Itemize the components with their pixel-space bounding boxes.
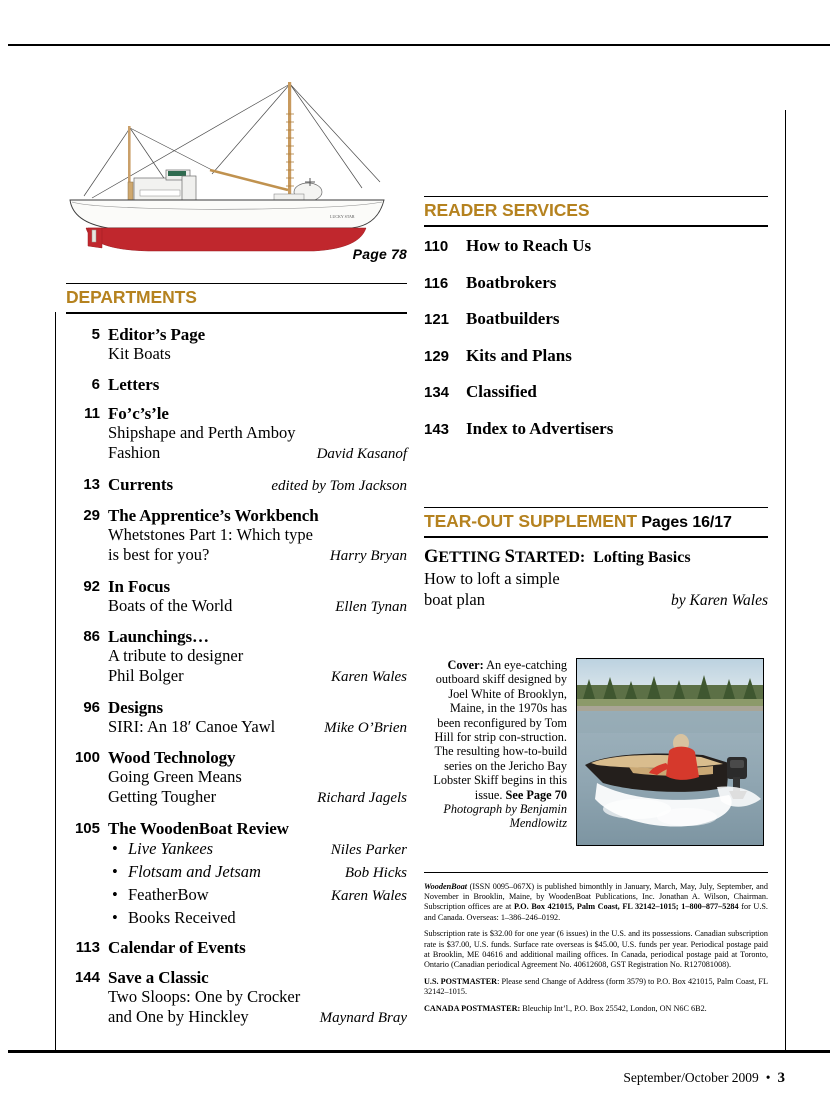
departments-heading: DEPARTMENTS — [66, 287, 197, 307]
department-entry[interactable] — [66, 748, 407, 808]
department-subtitle-row — [108, 717, 407, 738]
department-byline: Maynard Bray — [319, 1009, 407, 1026]
department-byline: Richard Jagels — [317, 790, 407, 806]
department-page-number: 113 — [75, 939, 100, 956]
reader-service-page-number: 134 — [424, 384, 450, 401]
department-byline: edited by Tom Jackson — [271, 477, 407, 494]
department-entry[interactable] — [66, 375, 407, 394]
masthead-paragraph-2: Subscription rate is $32.00 for one year (6 issues) in the U.S. and its possessions. Canadian subscription rate is $37.00, U.S. funds. Surface rate overseas is $45.00, U.S. funds per year. Periodical postage paid at Brooklin, ME 04616 and additional mailing offices. In Canada, periodical postage paid at Toronto, Ontario (Canadian periodical Agreement No. 40612608, GST Registration No. R127081008). — [424, 929, 768, 969]
tear-out-heading — [424, 508, 768, 536]
tear-out-line-2 — [424, 589, 768, 611]
us-postmaster-text: : Please send Change of Address (form 3579) to P.O. Box 421015, Palm Coast, FL 32142–1015. — [424, 976, 768, 996]
department-title: Editor’s Page — [108, 325, 206, 344]
reader-service-item[interactable] — [424, 382, 768, 402]
bottom-rule — [8, 1050, 830, 1053]
canada-postmaster-label: CANADA POSTMASTER: — [424, 1003, 521, 1013]
department-title: The WoodenBoat Review — [108, 818, 289, 838]
reader-service-label: How to Reach Us — [466, 236, 592, 255]
department-page-number: 5 — [91, 326, 100, 343]
department-title: Wood Technology — [108, 748, 236, 767]
department-title: Save a Classic — [108, 967, 209, 987]
tear-out-supplement-section — [424, 507, 768, 611]
department-subtitle: A tribute to designer — [108, 646, 244, 665]
department-entry[interactable] — [66, 968, 407, 1028]
department-subtitle-row — [108, 987, 407, 1007]
department-subtitle: Getting Tougher — [108, 787, 217, 806]
masthead-address: P.O. Box 421015, Palm Coast, FL 32142–1015; 1–800–877–5284 — [513, 902, 739, 912]
masthead-paragraph-4 — [424, 1004, 768, 1014]
department-page-number: 96 — [83, 698, 100, 716]
cover-text: An eye-catching outboard skiff designed by Joel White of Brooklyn, Maine, in the 1970s has been reconfigured by Tom Hill for strip con-struction. The resulting how-to-build series on the Jericho Bay Lobster Skiff begins in this issue. — [433, 658, 567, 802]
reader-service-label: Kits and Plans — [466, 345, 572, 365]
reader-services-section — [424, 196, 768, 455]
masthead-paragraph-3 — [424, 977, 768, 997]
departments-section — [66, 283, 407, 1038]
top-rule — [8, 44, 830, 46]
department-subtitle: Kit Boats — [108, 344, 171, 363]
department-subtitle-row — [108, 767, 407, 787]
department-entry[interactable] — [66, 506, 407, 566]
department-entry-body — [108, 748, 407, 808]
department-byline: Harry Bryan — [329, 548, 407, 564]
department-subtitle-row — [108, 646, 407, 666]
department-subtitle-row — [108, 1007, 407, 1028]
department-entry-body — [108, 819, 407, 928]
reader-service-page-number: 143 — [424, 420, 450, 438]
department-entry[interactable] — [66, 577, 407, 617]
department-subtitle-row — [108, 666, 407, 687]
kicker-cap-g: G — [424, 547, 439, 567]
department-title: Designs — [108, 697, 164, 717]
review-bullet-title: • FeatherBow — [128, 884, 209, 904]
review-bullet-byline: Niles Parker — [330, 841, 407, 858]
department-subtitle: is best for you? — [108, 545, 210, 564]
reader-services-rule-bottom — [424, 225, 768, 227]
department-title: Fo’c’s’le — [108, 404, 169, 423]
department-entry[interactable] — [66, 475, 407, 496]
department-subtitle-row — [108, 344, 407, 364]
kicker-started: TARTED: — [514, 549, 586, 566]
page-footer — [424, 1070, 785, 1087]
department-entry-body — [108, 698, 407, 738]
department-subtitle: Two Sloops: One by Crocker — [108, 986, 301, 1006]
department-subtitle: Fashion — [108, 443, 161, 462]
department-entry-body — [108, 577, 407, 617]
tear-out-line-2-text: boat plan — [424, 590, 485, 609]
tear-out-kicker — [424, 547, 768, 568]
review-bullet-item[interactable] — [108, 838, 407, 861]
reader-service-page-number: 129 — [424, 347, 450, 365]
tear-out-pages: Pages 16/17 — [641, 514, 732, 531]
department-subtitle: Whetstones Part 1: Which type — [108, 525, 313, 544]
department-byline: Karen Wales — [331, 669, 407, 685]
department-entry-body — [108, 475, 407, 496]
department-page-number: 105 — [74, 819, 100, 837]
kicker-title: Lofting Basics — [593, 549, 691, 566]
department-entry[interactable] — [66, 819, 407, 928]
department-page-number: 11 — [84, 405, 100, 422]
review-bullet-item[interactable] — [108, 907, 407, 928]
right-border-rule — [785, 110, 786, 1051]
department-title: Currents — [108, 474, 173, 494]
departments-rule-bottom — [66, 312, 407, 314]
canada-postmaster-text: Bleuchip Int’l., P.O. Box 25542, London, ON N6C 6B2. — [520, 1003, 707, 1013]
department-subtitle: SIRI: An 18′ Canoe Yawl — [108, 716, 276, 736]
review-bullet-byline: Bob Hicks — [344, 864, 407, 881]
department-subtitle: and One by Hinckley — [108, 1006, 249, 1026]
department-subtitle: Boats of the World — [108, 595, 233, 615]
cover-label: Cover: — [447, 658, 484, 672]
masthead-brand: WoodenBoat — [424, 882, 468, 891]
reader-service-page-number: 110 — [424, 238, 449, 255]
footer-issue-date: September/October 2009 — [623, 1070, 759, 1085]
reader-service-page-number: 116 — [424, 274, 449, 292]
cover-block — [424, 658, 768, 846]
review-bullet-list — [108, 838, 407, 928]
department-entry-body — [108, 506, 407, 566]
review-bullet-title: • Books Received — [128, 907, 236, 927]
department-title-row — [108, 475, 407, 496]
department-subtitle: Going Green Means — [108, 767, 242, 786]
tear-out-body — [424, 547, 768, 611]
department-entry-body — [108, 938, 407, 957]
us-postmaster-label: U.S. POSTMASTER — [424, 976, 498, 986]
fishing-vessel-illustration — [62, 78, 407, 253]
department-subtitle-row — [108, 596, 407, 617]
tear-out-line-1-text: How to loft a simple — [424, 569, 560, 588]
reader-service-label: Index to Advertisers — [466, 418, 614, 438]
department-entry[interactable] — [66, 627, 407, 687]
department-title: In Focus — [108, 576, 171, 596]
department-byline: David Kasanof — [316, 446, 407, 462]
reader-service-label: Classified — [466, 382, 537, 401]
reader-service-item[interactable] — [424, 273, 768, 293]
footer-separator: • — [765, 1070, 771, 1085]
department-entry[interactable] — [66, 325, 407, 364]
department-subtitle-row — [108, 787, 407, 808]
masthead-rule — [424, 872, 768, 873]
department-page-number: 29 — [83, 507, 100, 524]
department-subtitle-row — [108, 545, 407, 566]
department-page-number: 13 — [83, 475, 100, 493]
masthead-p1-a: (ISSN 0095–067X) is published bimonthly in January, March, May, July, September, and November in Brooklin, Maine, by WoodenBoat Publications, Inc. Jonathan A. Wilson, Chairman. Subscription offices are at — [424, 882, 768, 912]
department-byline: Ellen Tynan — [335, 598, 407, 615]
reader-service-page-number: 121 — [424, 311, 450, 328]
review-bullet-title: • Live Yankees — [128, 838, 214, 858]
illustration-caption: Page 78 — [352, 246, 407, 262]
tear-out-line-1 — [424, 568, 768, 589]
department-entry-body — [108, 375, 407, 394]
left-border-rule — [55, 312, 56, 1050]
department-subtitle-row — [108, 525, 407, 545]
department-entry-body — [108, 968, 407, 1028]
department-title: Launchings… — [108, 627, 209, 646]
review-bullet-item[interactable] — [108, 861, 407, 884]
department-entry-body — [108, 404, 407, 464]
reader-services-heading: READER SERVICES — [424, 200, 590, 220]
department-title: Letters — [108, 374, 160, 394]
masthead-fine-print — [424, 882, 768, 1020]
department-page-number: 100 — [74, 749, 100, 766]
department-entry[interactable] — [66, 404, 407, 464]
reader-service-item[interactable] — [424, 346, 768, 366]
reader-services-list — [424, 236, 768, 439]
department-page-number: 6 — [91, 375, 100, 393]
review-bullet-item[interactable] — [108, 884, 407, 907]
cover-credit-line-2: Benjamin Mendlowitz — [509, 802, 567, 831]
department-byline: Mike O’Brien — [324, 719, 407, 736]
reader-service-label: Boatbrokers — [466, 272, 557, 292]
department-entry[interactable] — [66, 698, 407, 738]
review-bullet-byline: Karen Wales — [331, 887, 407, 904]
department-entry[interactable] — [66, 938, 407, 957]
review-bullet-title: • Flotsam and Jetsam — [128, 861, 261, 881]
tear-out-rule-bottom — [424, 536, 768, 538]
cover-caption — [424, 658, 567, 846]
reader-service-item[interactable] — [424, 236, 768, 256]
reader-service-item[interactable] — [424, 419, 768, 439]
department-page-number: 144 — [74, 968, 100, 986]
cover-see-page: See Page 70 — [505, 787, 567, 802]
masthead-p1-c: for U.S. and Canada. Overseas: 1–386–246–0192. — [424, 902, 768, 922]
reader-service-label: Boatbuilders — [466, 309, 560, 328]
tear-out-byline: by Karen Wales — [670, 592, 768, 609]
department-subtitle: Phil Bolger — [108, 666, 184, 685]
cover-photo-outboard-skiff — [576, 658, 764, 846]
departments-list — [66, 325, 407, 1028]
masthead-paragraph-1 — [424, 882, 768, 923]
department-subtitle: Shipshape and Perth Amboy — [108, 423, 296, 442]
svg-text:LUCKY STAR: LUCKY STAR — [330, 214, 355, 219]
kicker-cap-s: S — [504, 547, 515, 567]
reader-service-item[interactable] — [424, 309, 768, 329]
kicker-getting: ETTING — [438, 549, 505, 566]
tear-out-heading-label: TEAR-OUT SUPPLEMENT — [424, 511, 637, 531]
department-entry-body — [108, 627, 407, 687]
footer-page-number: 3 — [777, 1070, 785, 1086]
department-page-number: 86 — [83, 628, 100, 645]
department-title: The Apprentice’s Workbench — [108, 506, 319, 525]
department-entry-body — [108, 325, 407, 364]
department-subtitle-row — [108, 423, 407, 443]
department-title: Calendar of Events — [108, 938, 246, 957]
department-page-number: 92 — [83, 577, 100, 595]
cover-credit-line-1: Photograph by — [443, 802, 517, 817]
department-subtitle-row — [108, 443, 407, 464]
